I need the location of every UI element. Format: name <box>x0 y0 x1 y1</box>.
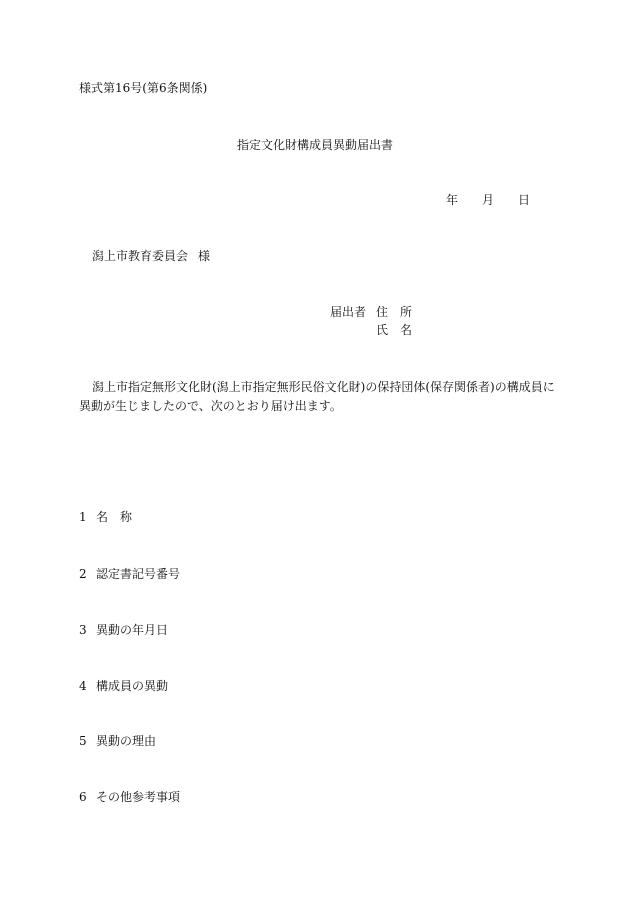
applicant-name-row <box>376 322 412 338</box>
date-line <box>446 192 530 208</box>
item-number: 4 <box>79 679 87 693</box>
item-label: 認定書記号番号 <box>96 567 181 581</box>
addressee <box>92 248 210 264</box>
body-paragraph: 潟上市指定無形文化財(潟上市指定無形民俗文化財)の保持団体(保存関係者)の構成員に異動が生じましたので、次のとおり届け出ます。 <box>79 380 555 413</box>
item-number: 5 <box>79 734 87 748</box>
item-label: 名 称 <box>96 510 133 524</box>
addressee-name: 潟上市教育委員会 <box>92 249 189 263</box>
form-number: 様式第16号(第6条関係) <box>79 81 208 95</box>
item-label: 異動の理由 <box>96 734 157 748</box>
item-label: 異動の年月日 <box>96 623 169 637</box>
applicant-address-row <box>330 304 412 320</box>
item-number: 1 <box>79 510 87 524</box>
item-label: その他参考事項 <box>96 790 181 804</box>
item-number: 6 <box>79 790 87 804</box>
item-other-notes <box>79 789 180 805</box>
date-year-label: 年 <box>446 193 459 207</box>
address-label: 住 所 <box>376 305 413 319</box>
date-month-label: 月 <box>482 193 495 207</box>
date-day-label: 日 <box>518 193 531 207</box>
item-number: 3 <box>79 623 87 637</box>
item-certificate-number <box>79 566 180 582</box>
item-name <box>79 509 132 525</box>
addressee-honorific: 様 <box>198 249 211 263</box>
item-number: 2 <box>79 567 87 581</box>
applicant-label: 届出者 <box>330 305 367 319</box>
item-change-date <box>79 622 168 638</box>
document-title: 指定文化財構成員異動届出書 <box>236 138 393 152</box>
item-member-change <box>79 678 168 694</box>
item-change-reason <box>79 733 156 749</box>
name-label: 氏 名 <box>376 323 413 337</box>
item-label: 構成員の異動 <box>96 679 169 693</box>
